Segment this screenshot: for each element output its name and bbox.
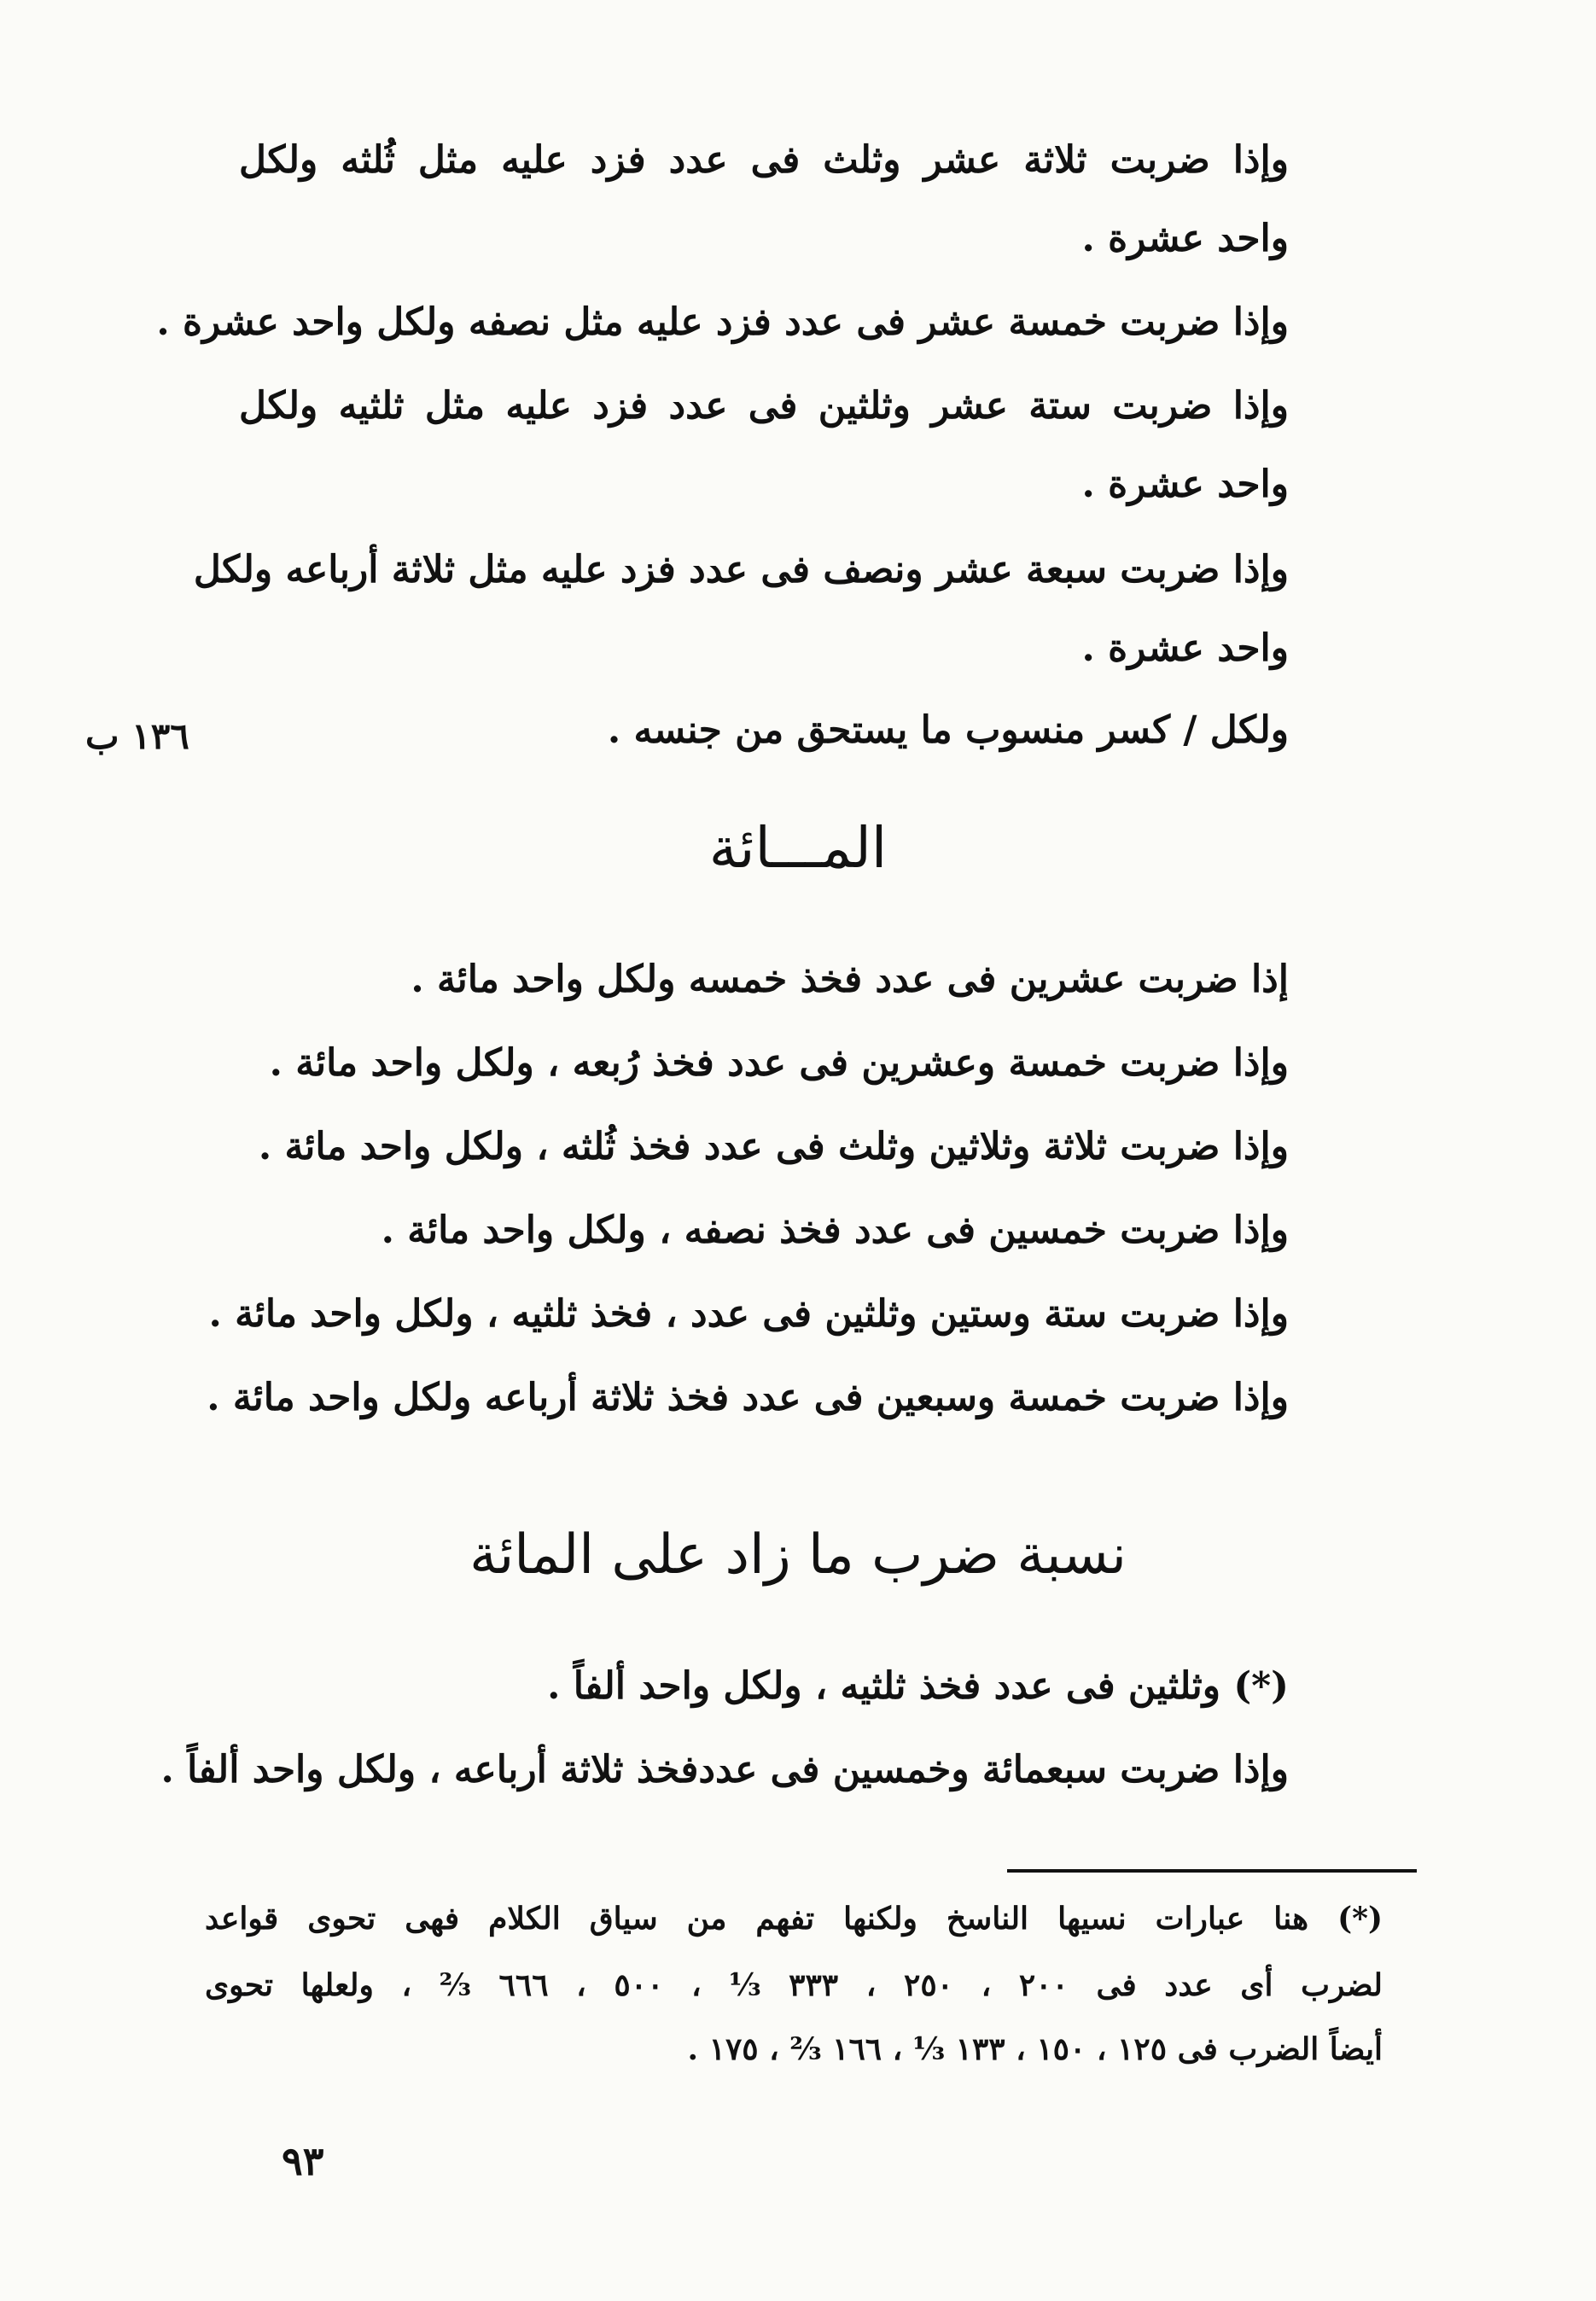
footnote-line: أيضاً الضرب فى ١٢٥ ، ١٥٠ ، ١٣٣ ⅓ ، ١٦٦ ⅔ ، ١٧٥ . — [687, 2031, 1383, 2067]
paragraph-line: واحد عشرة . — [1081, 626, 1289, 670]
footnote-line: لضرب أى عدد فى ٢٠٠ ، ٢٥٠ ، ٣٣٣ ⅓ ، ٥٠٠ ، ٦٦٦ ⅔ ، ولعلها تحوى — [205, 1967, 1383, 2003]
paragraph-line: وإذا ضربت ستة عشر وثلثين فى عدد فزد عليه مثل ثلثيه ولكل — [239, 384, 1289, 428]
margin-folio-note: ١٣٦ ب — [85, 715, 189, 757]
paragraph-line: وإذا ضربت خمسة عشر فى عدد فزد عليه مثل نصفه ولكل واحد عشرة . — [156, 300, 1289, 344]
paragraph-line: وإذا ضربت سبعمائة وخمسين فى عددفخذ ثلاثة أرباعه ، ولكل واحد ألفاً . — [160, 1748, 1289, 1791]
section-heading: المـــائة — [708, 815, 888, 881]
footnote-divider — [1007, 1869, 1417, 1873]
paragraph-line: وإذا ضربت ستة وستين وثلثين فى عدد ، فخذ ثلثيه ، ولكل واحد مائة . — [208, 1292, 1289, 1336]
paragraph-line: وإذا ضربت ثلاثة وثلاثين وثلث فى عدد فخذ ثُلثه ، ولكل واحد مائة . — [258, 1125, 1289, 1168]
section-heading: نسبة ضرب ما زاد على المائة — [469, 1523, 1127, 1587]
footnote-line: (*) هنا عبارات نسيها الناسخ ولكنها تفهم من سياق الكلام فهى تحوى قواعد — [205, 1901, 1383, 1937]
paragraph-line: واحد عشرة . — [1081, 463, 1289, 506]
paragraph-line: وإذا ضربت سبعة عشر ونصف فى عدد فزد عليه مثل ثلاثة أرباعه ولكل — [193, 548, 1289, 591]
paragraph-line: إذا ضربت عشرين فى عدد فخذ خمسه ولكل واحد مائة . — [411, 958, 1289, 1001]
paragraph-line: وإذا ضربت خمسة وعشرين فى عدد فخذ رُبعه ، ولكل واحد مائة . — [269, 1041, 1289, 1085]
paragraph-line: واحد عشرة . — [1081, 217, 1289, 260]
paragraph-line: ولكل / كسر منسوب ما يستحق من جنسه . — [607, 708, 1289, 752]
paragraph-line: وإذا ضربت خمسة وسبعين فى عدد فخذ ثلاثة أرباعه ولكل واحد مائة . — [207, 1376, 1289, 1419]
paragraph-line: وإذا ضربت خمسين فى عدد فخذ نصفه ، ولكل واحد مائة . — [381, 1209, 1289, 1252]
paragraph-line: (*) وثلثين فى عدد فخذ ثلثيه ، ولكل واحد ألفاً . — [547, 1664, 1289, 1708]
paragraph-line: وإذا ضربت ثلاثة عشر وثلث فى عدد فزد عليه مثل ثُلثه ولكل — [239, 138, 1289, 182]
page-number: ٩٣ — [282, 2138, 324, 2184]
